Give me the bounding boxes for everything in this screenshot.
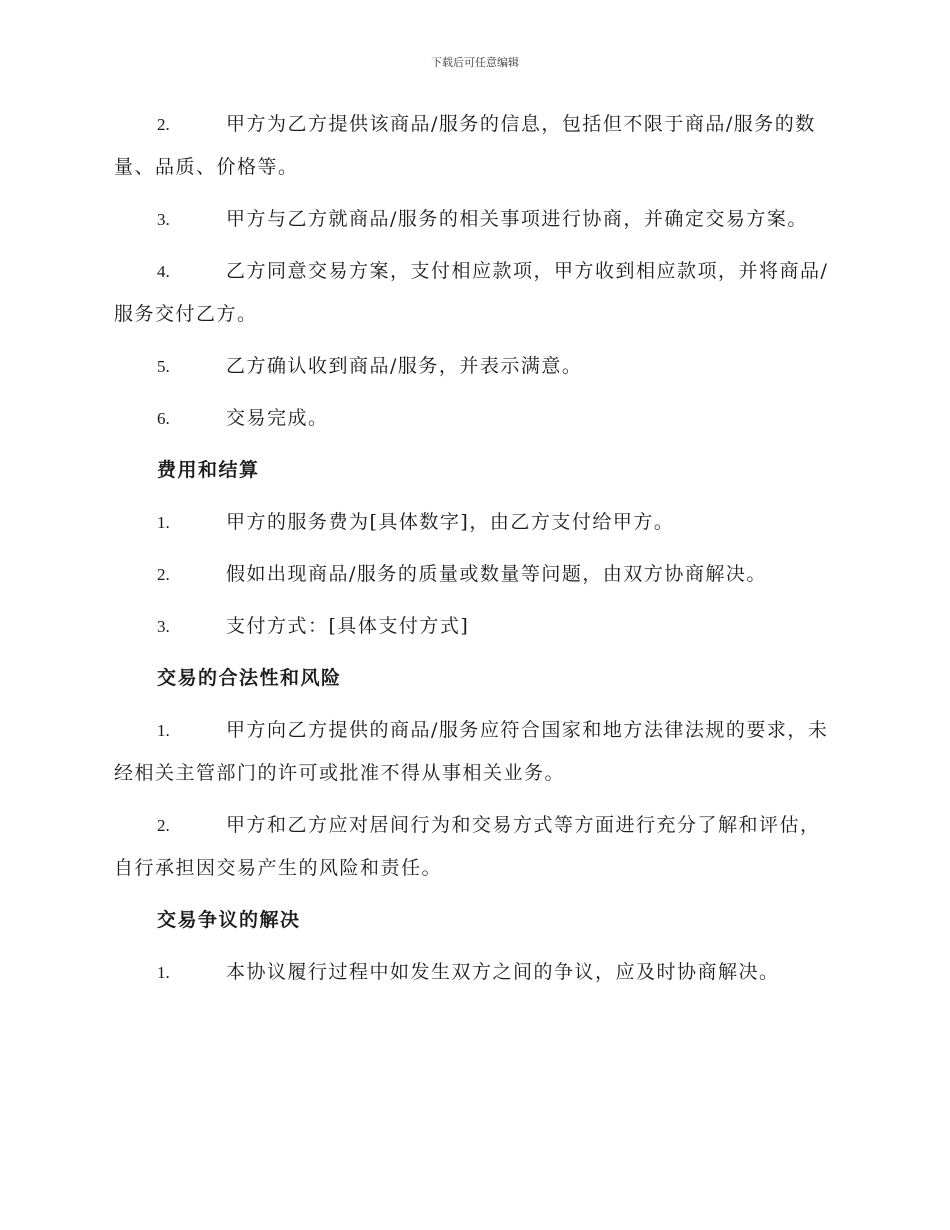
- item-text: 本协议履行过程中如发生双方之间的争议，应及时协商解决。: [226, 961, 780, 983]
- section-heading: 费用和结算: [157, 459, 260, 481]
- item-text: 乙方同意交易方案，支付相应款项，甲方收到相应款项，并将商品/服务交付乙方。: [114, 260, 829, 325]
- list-item: [114, 951, 836, 994]
- section-heading: 交易争议的解决: [157, 909, 301, 931]
- item-number: 2.: [157, 816, 170, 835]
- item-number: 2.: [157, 565, 170, 584]
- item-number: 2.: [157, 115, 170, 134]
- item-number: 4.: [157, 262, 170, 281]
- item-text: 交易完成。: [226, 407, 329, 429]
- item-number: 1.: [157, 721, 170, 740]
- item-text: 甲方向乙方提供的商品/服务应符合国家和地方法律法规的要求，未经相关主管部门的许可或批准不得从事相关业务。: [114, 719, 829, 784]
- item-number: 3.: [157, 617, 170, 636]
- list-item: [114, 345, 836, 388]
- list-item: [114, 605, 836, 648]
- list-item: [114, 553, 836, 596]
- list-item: [114, 103, 836, 189]
- list-item: [114, 709, 836, 795]
- item-number: 6.: [157, 409, 170, 428]
- list-item: [114, 250, 836, 336]
- list-item: [114, 501, 836, 544]
- item-text: 甲方与乙方就商品/服务的相关事项进行协商，并确定交易方案。: [226, 208, 808, 230]
- item-text: 甲方和乙方应对居间行为和交易方式等方面进行充分了解和评估，自行承担因交易产生的风险和责任。: [114, 814, 821, 879]
- list-item: [114, 397, 836, 440]
- item-text: 乙方确认收到商品/服务，并表示满意。: [226, 355, 583, 377]
- section-heading: 交易的合法性和风险: [157, 667, 342, 689]
- item-text: 甲方的服务费为[具体数字]，由乙方支付给甲方。: [226, 511, 675, 533]
- item-number: 3.: [157, 210, 170, 229]
- item-number: 1.: [157, 513, 170, 532]
- item-number: 5.: [157, 357, 170, 376]
- list-item: [114, 804, 836, 890]
- item-text: 甲方为乙方提供该商品/服务的信息，包括但不限于商品/服务的数量、品质、价格等。: [114, 113, 816, 178]
- item-text: 假如出现商品/服务的质量或数量等问题，由双方协商解决。: [226, 563, 767, 585]
- document-body: [114, 103, 836, 1003]
- page-header: 下载后可任意编辑: [431, 56, 519, 69]
- list-item: [114, 198, 836, 241]
- item-number: 1.: [157, 963, 170, 982]
- item-text: 支付方式：[具体支付方式]: [226, 615, 470, 637]
